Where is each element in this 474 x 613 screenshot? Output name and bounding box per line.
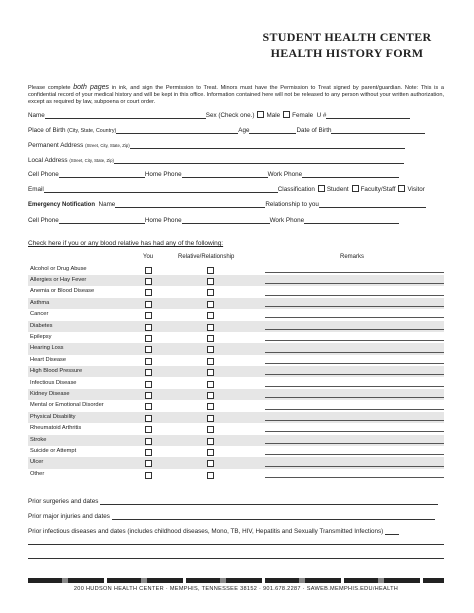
relative-checkbox[interactable]: [207, 460, 214, 467]
relative-checkbox[interactable]: [207, 381, 214, 388]
remarks-field[interactable]: [265, 443, 444, 444]
relative-checkbox[interactable]: [207, 289, 214, 296]
faculty-label: Faculty/Staff: [360, 186, 396, 193]
form-title-line2: HEALTH HISTORY FORM: [270, 46, 424, 60]
you-checkbox[interactable]: [145, 301, 152, 308]
condition-label: Ulcer: [30, 459, 44, 466]
column-relative: Relative/Relationship: [178, 254, 235, 260]
condition-row: [28, 446, 444, 457]
relative-checkbox[interactable]: [207, 392, 214, 399]
extra-line-1[interactable]: [28, 544, 444, 545]
prior-surgeries-label: Prior surgeries and dates: [28, 498, 99, 505]
condition-row: [28, 412, 444, 423]
condition-row: [28, 332, 444, 343]
emergency-work-field[interactable]: [304, 216, 399, 224]
you-checkbox[interactable]: [145, 358, 152, 365]
condition-row: [28, 366, 444, 377]
local-address-field[interactable]: [114, 156, 404, 164]
condition-label: Diabetes: [30, 322, 53, 329]
remarks-field[interactable]: [265, 283, 444, 284]
emergency-work-label: Work Phone: [269, 217, 305, 224]
prior-injuries-field[interactable]: [112, 512, 435, 520]
footer-address: 200 HUDSON HEALTH CENTER · MEMPHIS, TENNESSEE 38152 · 901.678.2287 · SAWEB.MEMPHIS.EDU/HEALTH: [73, 586, 399, 592]
relationship-field[interactable]: [319, 200, 426, 208]
remarks-field[interactable]: [265, 420, 444, 421]
remarks-field[interactable]: [265, 477, 444, 478]
you-checkbox[interactable]: [145, 415, 152, 422]
emergency-home-label: Home Phone: [144, 217, 182, 224]
you-checkbox[interactable]: [145, 324, 152, 331]
condition-label: Physical Disability: [30, 413, 76, 420]
visitor-checkbox[interactable]: [398, 185, 405, 192]
emergency-home-field[interactable]: [182, 216, 270, 224]
condition-label: Cancer: [30, 311, 49, 318]
history-heading: Check here if you or any blood relative has had any of the following:: [28, 240, 224, 247]
remarks-field[interactable]: [265, 352, 444, 353]
remarks-field[interactable]: [265, 374, 444, 375]
local-address-label: Local Address: [28, 157, 68, 164]
you-checkbox[interactable]: [145, 449, 152, 456]
relative-checkbox[interactable]: [207, 438, 214, 445]
intro-part1: Please complete: [28, 85, 74, 91]
remarks-field[interactable]: [265, 295, 444, 296]
emergency-name-field[interactable]: [115, 200, 265, 208]
remarks-field[interactable]: [265, 329, 444, 330]
condition-row: [28, 275, 444, 286]
email-label: Email: [28, 186, 44, 193]
intro-emphasis: both pages: [73, 84, 110, 91]
prior-surgeries-row: [28, 497, 438, 505]
name-field[interactable]: [45, 111, 206, 119]
work-phone-label: Work Phone: [267, 171, 303, 178]
column-remarks: Remarks: [340, 254, 365, 260]
you-checkbox[interactable]: [145, 335, 152, 342]
relative-checkbox[interactable]: [207, 346, 214, 353]
you-checkbox[interactable]: [145, 267, 152, 274]
visitor-label: Visitor: [407, 186, 425, 193]
condition-row: [28, 423, 444, 434]
remarks-field[interactable]: [265, 272, 444, 273]
place-of-birth-field[interactable]: [116, 126, 238, 134]
remarks-field[interactable]: [265, 409, 444, 410]
condition-label: Anemia or Blood Disease: [30, 288, 95, 295]
condition-row: [28, 469, 444, 480]
emergency-cell-field[interactable]: [59, 216, 145, 224]
prior-injuries-row: [28, 512, 435, 520]
remarks-field[interactable]: [265, 306, 444, 307]
remarks-field[interactable]: [265, 363, 444, 364]
emergency-cell-label: Cell Phone: [28, 217, 59, 224]
condition-label: Infectious Disease: [30, 379, 77, 386]
place-of-birth-label: Place of Birth: [28, 127, 66, 134]
relative-checkbox[interactable]: [207, 278, 214, 285]
relative-checkbox[interactable]: [207, 403, 214, 410]
condition-label: Allergies or Hay Fever: [30, 276, 87, 283]
relative-checkbox[interactable]: [207, 301, 214, 308]
permanent-address-row: [28, 141, 405, 151]
condition-label: High Blood Pressure: [30, 368, 83, 375]
prior-infectious-field[interactable]: [385, 527, 399, 535]
condition-row: [28, 355, 444, 366]
phone-row: [28, 170, 399, 180]
home-phone-field[interactable]: [182, 170, 268, 178]
footer-bar: [28, 578, 444, 583]
condition-row: [28, 457, 444, 468]
relative-checkbox[interactable]: [207, 324, 214, 331]
you-checkbox[interactable]: [145, 392, 152, 399]
name-label: Name: [28, 112, 45, 119]
permanent-address-hint: (Street, City, State, Zip): [85, 143, 130, 148]
home-phone-label: Home Phone: [144, 171, 182, 178]
u-number-field[interactable]: [326, 111, 410, 119]
relative-checkbox[interactable]: [207, 369, 214, 376]
relative-checkbox[interactable]: [207, 426, 214, 433]
relative-checkbox[interactable]: [207, 449, 214, 456]
name-row: [28, 111, 410, 121]
classification-label: Classification: [277, 186, 315, 193]
remarks-field[interactable]: [265, 454, 444, 455]
relationship-label: Relationship to you: [265, 201, 319, 208]
condition-label: Stroke: [30, 436, 47, 443]
remarks-field[interactable]: [265, 431, 444, 432]
intro-part2: in ink, and sign the Permission to Treat. Minors must have the Permission to Treat signed by parent/guardian. Note: This is a confidential record of your medical history and will be kept in this office. Information contained here will not be released to any person without your written authorization, except as required by law, subpoena or court order.: [28, 85, 444, 105]
emergency-name-label: Name: [98, 201, 116, 208]
you-checkbox[interactable]: [145, 278, 152, 285]
you-checkbox[interactable]: [145, 403, 152, 410]
extra-line-2[interactable]: [28, 558, 444, 559]
condition-label: Epilepsy: [30, 333, 52, 340]
remarks-field[interactable]: [265, 386, 444, 387]
condition-row: [28, 378, 444, 389]
condition-row: [28, 309, 444, 320]
remarks-field[interactable]: [265, 397, 444, 398]
age-label: Age: [238, 127, 250, 134]
remarks-field[interactable]: [265, 466, 444, 467]
sex-label: Sex (Check one.): [205, 112, 255, 119]
condition-label: Kidney Disease: [30, 390, 70, 397]
condition-label: Hearing Loss: [30, 345, 64, 352]
relative-checkbox[interactable]: [207, 415, 214, 422]
emergency-label: Emergency Notification: [28, 202, 96, 208]
cell-phone-label: Cell Phone: [28, 171, 59, 178]
student-checkbox[interactable]: [318, 185, 325, 192]
dob-label: Date of Birth: [296, 127, 332, 134]
condition-label: Rheumatoid Arthritis: [30, 425, 82, 432]
faculty-checkbox[interactable]: [352, 185, 359, 192]
prior-surgeries-field[interactable]: [100, 497, 438, 505]
relative-checkbox[interactable]: [207, 358, 214, 365]
column-you: You: [143, 254, 154, 260]
condition-row: [28, 321, 444, 332]
condition-row: [28, 400, 444, 411]
you-checkbox[interactable]: [145, 460, 152, 467]
permanent-address-label: Permanent Address: [28, 142, 84, 149]
prior-injuries-label: Prior major injuries and dates: [28, 513, 110, 520]
male-label: Male: [266, 112, 281, 119]
relative-checkbox[interactable]: [207, 267, 214, 274]
prior-infectious-row: [28, 527, 399, 535]
cell-phone-field[interactable]: [59, 170, 145, 178]
you-checkbox[interactable]: [145, 381, 152, 388]
condition-row: [28, 343, 444, 354]
intro-paragraph: [28, 84, 444, 106]
condition-label: Alcohol or Drug Abuse: [30, 265, 87, 272]
condition-row: [28, 435, 444, 446]
email-field[interactable]: [44, 185, 278, 193]
you-checkbox[interactable]: [145, 369, 152, 376]
condition-row: [28, 264, 444, 275]
dob-field[interactable]: [331, 126, 425, 134]
you-checkbox[interactable]: [145, 438, 152, 445]
you-checkbox[interactable]: [145, 346, 152, 353]
relative-checkbox[interactable]: [207, 312, 214, 319]
condition-label: Suicide or Attempt: [30, 447, 77, 454]
condition-label: Heart Disease: [30, 356, 67, 363]
work-phone-field[interactable]: [302, 170, 399, 178]
emergency-row: [28, 200, 426, 210]
remarks-field[interactable]: [265, 317, 444, 318]
prior-infectious-label: Prior infectious diseases and dates (includes childhood diseases, Mono, TB, HIV, Hepatitis and Sexually Transmitted Infections): [28, 528, 384, 535]
female-checkbox[interactable]: [283, 111, 290, 118]
form-title-line1: STUDENT HEALTH CENTER: [262, 30, 432, 44]
you-checkbox[interactable]: [145, 472, 152, 479]
u-number-label: U #: [316, 112, 327, 119]
relative-checkbox[interactable]: [207, 335, 214, 342]
local-address-hint: (Street, City, State, Zip): [69, 158, 114, 163]
permanent-address-field[interactable]: [130, 141, 405, 149]
female-label: Female: [292, 112, 314, 119]
emergency-phone-row: [28, 216, 399, 226]
condition-label: Asthma: [30, 299, 50, 306]
email-row: [28, 185, 425, 195]
male-checkbox[interactable]: [257, 111, 264, 118]
relative-checkbox[interactable]: [207, 472, 214, 479]
you-checkbox[interactable]: [145, 289, 152, 296]
age-field[interactable]: [249, 126, 296, 134]
place-of-birth-hint: (City, State, Country): [67, 128, 117, 134]
you-checkbox[interactable]: [145, 312, 152, 319]
condition-row: [28, 286, 444, 297]
remarks-field[interactable]: [265, 340, 444, 341]
local-address-row: [28, 156, 404, 166]
student-label: Student: [326, 186, 349, 193]
condition-label: Mental or Emotional Disorder: [30, 402, 104, 409]
condition-row: [28, 389, 444, 400]
condition-row: [28, 298, 444, 309]
condition-label: Other: [30, 470, 45, 477]
birth-row: [28, 126, 425, 136]
you-checkbox[interactable]: [145, 426, 152, 433]
